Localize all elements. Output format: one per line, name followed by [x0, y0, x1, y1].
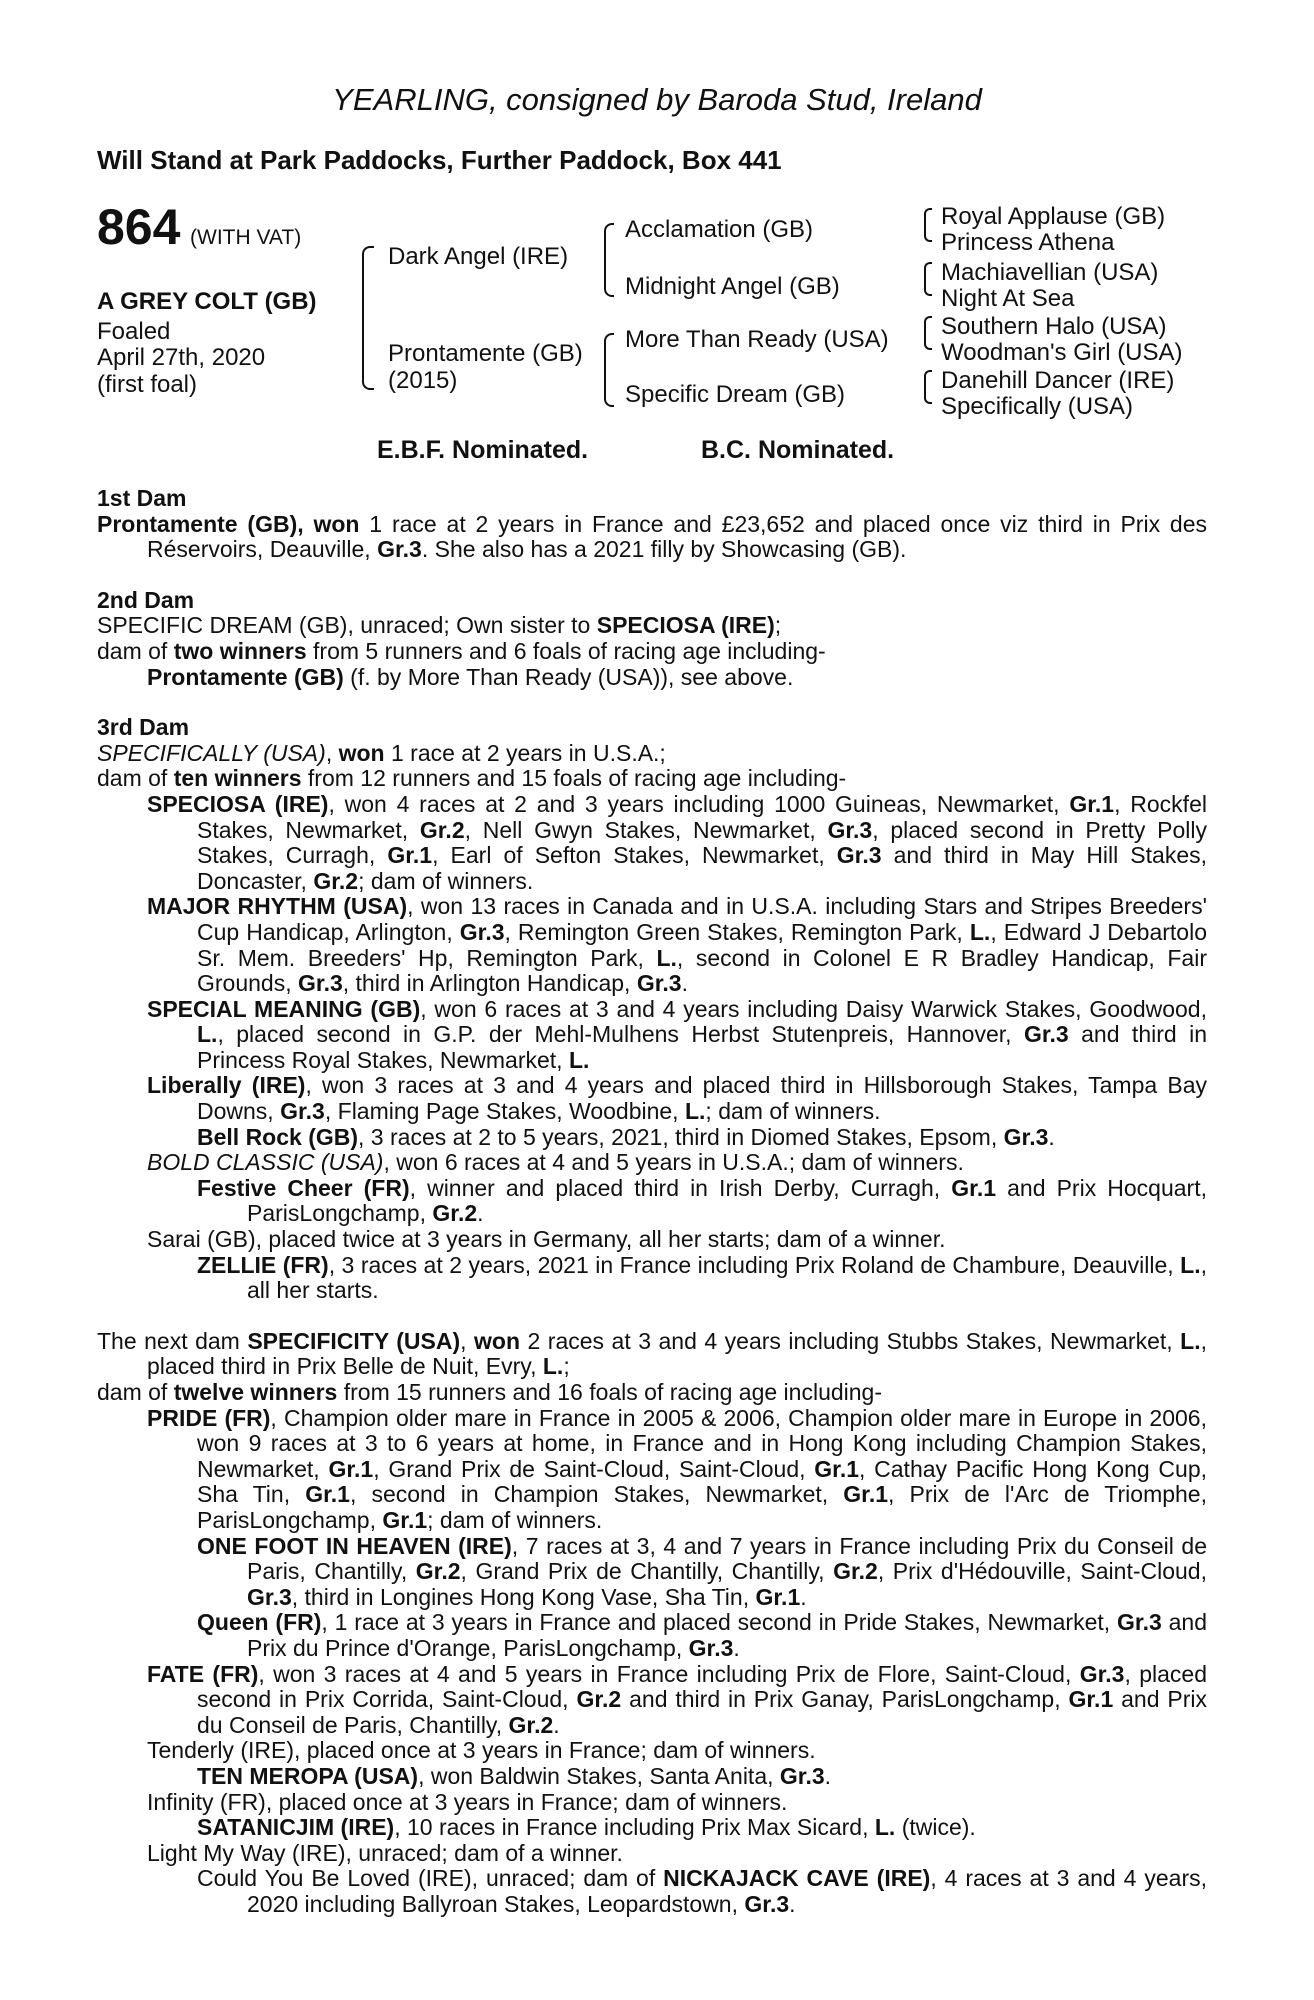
first-dam-entry: Prontamente (GB), won 1 race at 2 years in France and £23,652 and placed once viz third in Prix des Réservoirs, Deauville, Gr.3. She also has a 2021 filly by Showcasing (GB).	[97, 510, 1207, 563]
pedigree-sire-dam: Midnight Angel (GB)	[625, 273, 840, 300]
bc-nomination: B.C. Nominated.	[701, 436, 895, 464]
third-dam-entry: SPECIFICALLY (USA), won 1 race at 2 years in U.S.A.;	[97, 739, 666, 766]
pedigree-brace-sire	[604, 223, 614, 297]
produce-could-you-be-loved: Could You Be Loved (IRE), unraced; dam of NICKAJACK CAVE (IRE), 4 races at 3 and 4 years, 2020 including Ballyroan Stakes, Leopardstown, Gr.3.	[197, 1865, 1207, 1917]
produce-infinity: Infinity (FR), placed once at 3 years in France; dam of winners.	[147, 1788, 788, 1815]
produce-fate: FATE (FR), won 3 races at 4 and 5 years in France including Prix de Flore, Saint-Cloud, Gr.3, placed second in Prix Corrida, Saint-Cloud, Gr.2 and third in Prix Ganay, ParisLongchamp, Gr.1 and Prix du Conseil de Paris, Chantilly, Gr.2.	[147, 1660, 1207, 1738]
second-dam-entry: SPECIFIC DREAM (GB), unraced; Own sister to SPECIOSA (IRE);	[97, 612, 782, 639]
pedigree-ggp-5: Southern Halo (USA)	[941, 313, 1167, 340]
produce-liberally: Liberally (IRE), won 3 races at 3 and 4 years and placed third in Hillsborough Stakes, Tampa Bay Downs, Gr.3, Flaming Page Stakes, Woodbine, L.; dam of winners.	[147, 1072, 1207, 1125]
pedigree-ggp-6: Woodman's Girl (USA)	[941, 339, 1183, 366]
horse-name: A GREY COLT (GB)	[97, 288, 317, 315]
produce-satanicjim: SATANICJIM (IRE), 10 races in France including Prix Max Sicard, L. (twice).	[197, 1814, 976, 1841]
pedigree-ggp-8: Specifically (USA)	[941, 393, 1134, 420]
ebf-nomination: E.B.F. Nominated.	[377, 436, 589, 464]
second-dam-produce-1: Prontamente (GB) (f. by More Than Ready (USA)), see above.	[147, 663, 794, 690]
second-dam-heading: 2nd Dam	[97, 586, 195, 613]
pedigree-ggp-3: Machiavellian (USA)	[941, 259, 1159, 286]
pedigree-ggp-4: Night At Sea	[941, 285, 1075, 312]
produce-bold-classic: BOLD CLASSIC (USA), won 6 races at 4 and 5 years in U.S.A.; dam of winners.	[147, 1149, 964, 1176]
second-dam-produce-line: dam of two winners from 5 runners and 6 foals of racing age including-	[97, 637, 826, 664]
pedigree-sire: Dark Angel (IRE)	[388, 243, 569, 270]
catalogue-body	[97, 486, 1207, 1917]
pedigree-brace-dam	[604, 333, 614, 407]
vat-label: (WITH VAT)	[190, 226, 302, 249]
produce-queen: Queen (FR), 1 race at 3 years in France and placed second in Pride Stakes, Newmarket, Gr.3 and Prix du Prince d'Orange, ParisLongchamp, Gr.3.	[197, 1609, 1207, 1661]
pedigree-dam-dam: Specific Dream (GB)	[625, 381, 846, 408]
first-dam-heading: 1st Dam	[97, 485, 187, 511]
foaled-label: Foaled	[97, 318, 171, 345]
third-dam-heading: 3rd Dam	[97, 714, 190, 741]
pedigree-brace-2	[924, 262, 932, 296]
next-dam-entry: The next dam SPECIFICITY (USA), won 2 races at 3 and 4 years including Stubbs Stakes, Newmarket, L., placed third in Prix Belle de Nuit, Evry, L.;	[97, 1327, 1207, 1380]
page-title: YEARLING, consigned by Baroda Stud, Ireland	[332, 82, 982, 117]
pedigree-brace-1	[924, 208, 932, 242]
pedigree-brace-4	[924, 370, 932, 404]
produce-tenderly: Tenderly (IRE), placed once at 3 years in France; dam of winners.	[147, 1737, 816, 1764]
pedigree-brace-main	[362, 246, 374, 390]
foal-note: (first foal)	[97, 371, 198, 398]
foaled-date: April 27th, 2020	[97, 344, 266, 371]
produce-pride: PRIDE (FR), Champion older mare in France in 2005 & 2006, Champion older mare in Europe in 2006, won 9 races at 3 to 6 years at home, in France and in Hong Kong including Champion Stakes, Newmarket, Gr.1, Grand Prix de Saint-Cloud, Saint-Cloud, Gr.1, Cathay Pacific Hong Kong Cup, Sha Tin, Gr.1, second in Champion Stakes, Newmarket, Gr.1, Prix de l'Arc de Triomphe, ParisLongchamp, Gr.1; dam of winners.	[147, 1404, 1207, 1533]
pedigree-ggp-7: Danehill Dancer (IRE)	[941, 367, 1175, 394]
stand-location: Will Stand at Park Paddocks, Further Paddock, Box 441	[97, 145, 782, 175]
produce-zellie: ZELLIE (FR), 3 races at 2 years, 2021 in France including Prix Roland de Chambure, Deauville, L., all her starts.	[197, 1251, 1208, 1304]
pedigree-ggp-2: Princess Athena	[941, 229, 1115, 256]
pedigree-dam: Prontamente (GB)	[388, 340, 583, 367]
produce-one-foot-in-heaven: ONE FOOT IN HEAVEN (IRE), 7 races at 3, 4 and 7 years in France including Prix du Conseil de Paris, Chantilly, Gr.2, Grand Prix de Chantilly, Chantilly, Gr.2, Prix d'Hédouville, Saint-Cloud, Gr.3, third in Longines Hong Kong Vase, Sha Tin, Gr.1.	[197, 1532, 1208, 1610]
pedigree-sire-sire: Acclamation (GB)	[625, 216, 814, 243]
produce-sarai: Sarai (GB), placed twice at 3 years in Germany, all her starts; dam of a winner.	[147, 1226, 946, 1253]
pedigree-brace-3	[924, 316, 932, 350]
next-dam-produce-line: dam of twelve winners from 15 runners and 16 foals of racing age including-	[97, 1379, 882, 1405]
third-dam-produce-line: dam of ten winners from 12 runners and 15 foals of racing age including-	[97, 765, 847, 792]
produce-light-my-way: Light My Way (IRE), unraced; dam of a winner.	[147, 1839, 623, 1866]
lot-number: 864	[97, 199, 181, 255]
produce-speciosa: SPECIOSA (IRE), won 4 races at 2 and 3 years including 1000 Guineas, Newmarket, Gr.1, Rockfel Stakes, Newmarket, Gr.2, Nell Gwyn Stakes, Newmarket, Gr.3, placed second in Pretty Polly Stakes, Curragh, Gr.1, Earl of Sefton Stakes, Newmarket, Gr.3 and third in May Hill Stakes, Doncaster, Gr.2; dam of winners.	[147, 790, 1208, 894]
pedigree-dam-sire: More Than Ready (USA)	[625, 326, 889, 353]
produce-major-rhythm: MAJOR RHYTHM (USA), won 13 races in Canada and in U.S.A. including Stars and Stripes Breeders' Cup Handicap, Arlington, Gr.3, Remington Green Stakes, Remington Park, L., Edward J Debartolo Sr. Mem. Breeders' Hp, Remington Park, L., second in Colonel E R Bradley Handicap, Fair Grounds, Gr.3, third in Arlington Handicap, Gr.3.	[147, 893, 1208, 997]
produce-festive-cheer: Festive Cheer (FR), winner and placed third in Irish Derby, Curragh, Gr.1 and Prix Hocquart, ParisLongchamp, Gr.2.	[197, 1174, 1207, 1227]
pedigree-dam-year: (2015)	[388, 367, 458, 394]
pedigree-ggp-1: Royal Applause (GB)	[941, 203, 1166, 230]
produce-ten-meropa: TEN MEROPA (USA), won Baldwin Stakes, Santa Anita, Gr.3.	[197, 1762, 832, 1789]
produce-bell-rock: Bell Rock (GB), 3 races at 2 to 5 years, 2021, third in Diomed Stakes, Epsom, Gr.3.	[197, 1123, 1055, 1150]
produce-special-meaning: SPECIAL MEANING (GB), won 6 races at 3 and 4 years including Daisy Warwick Stakes, Goodwood, L., placed second in G.P. der Mehl-Mulhens Herbst Stutenpreis, Hannover, Gr.3 and third in Princess Royal Stakes, Newmarket, L.	[147, 995, 1207, 1073]
